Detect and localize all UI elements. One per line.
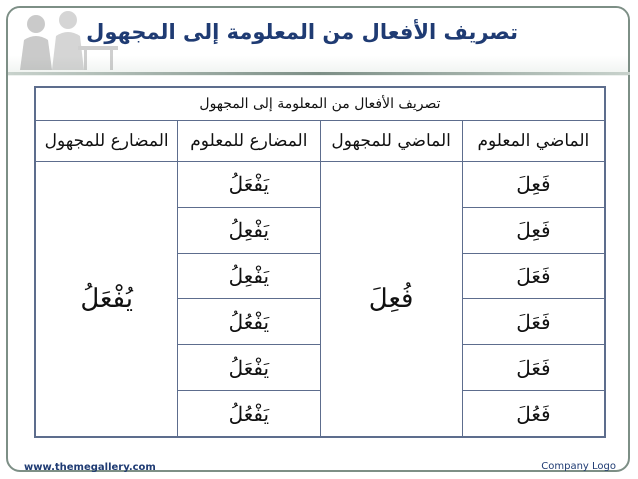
header-past-active: الماضي المعلوم <box>462 121 604 162</box>
footer-company-logo: Company Logo <box>541 461 616 472</box>
past-active-cell: فَعُلَ <box>462 391 604 437</box>
past-active-cell: فَعِلَ <box>462 207 604 253</box>
past-active-cell: فَعَلَ <box>462 345 604 391</box>
past-active-cell: فَعَلَ <box>462 253 604 299</box>
present-active-cell: يَفْعَلُ <box>178 345 320 391</box>
present-active-cell: يَفْعُلُ <box>178 299 320 345</box>
present-active-cell: يَفْعُلُ <box>178 391 320 437</box>
header-divider <box>8 72 630 75</box>
present-active-cell: يَفْعِلُ <box>178 207 320 253</box>
present-active-cell: يَفْعِلُ <box>178 253 320 299</box>
header-past-passive: الماضي للمجهول <box>320 121 462 162</box>
conjugation-table <box>34 86 606 438</box>
slide-title: تصريف الأفعال من المعلومة إلى المجهول <box>86 20 518 44</box>
present-active-cell: يَفْعَلُ <box>178 162 320 208</box>
footer-website[interactable]: www.themegallery.com <box>24 462 156 473</box>
table-caption: تصريف الأفعال من المعلومة إلى المجهول <box>36 88 605 121</box>
header-present-passive: المضارع للمجهول <box>36 121 178 162</box>
header-present-active: المضارع للمعلوم <box>178 121 320 162</box>
present-passive-cell: يُفْعَلُ <box>36 162 178 437</box>
past-active-cell: فَعِلَ <box>462 162 604 208</box>
past-active-cell: فَعَلَ <box>462 299 604 345</box>
past-passive-cell: فُعِلَ <box>320 162 462 437</box>
